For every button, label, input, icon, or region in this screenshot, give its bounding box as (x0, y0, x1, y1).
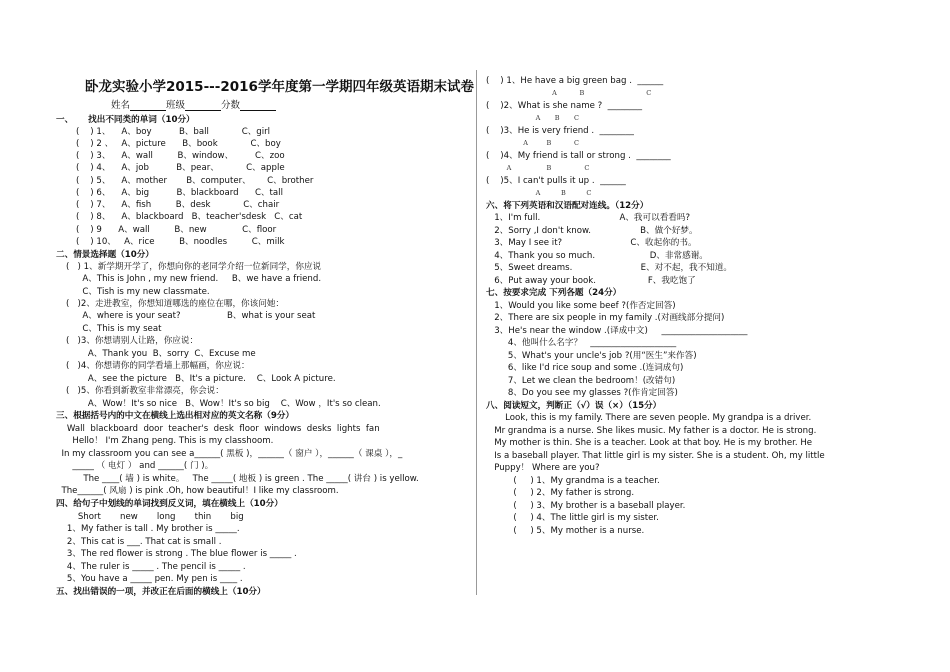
sec5-abc-labels: A B C (486, 139, 579, 147)
column-divider (476, 70, 477, 595)
sec7-line: 3、He's near the window .(译成中文) ____________________ (486, 326, 748, 336)
class-label: 班级 (166, 100, 186, 111)
passage-line: My mother is thin. She is a teacher. Look at that boy. He is my brother. He (486, 438, 813, 448)
passage-line: Look, this is my family. There are seven people. My grandpa is a driver. (486, 413, 812, 423)
sec4-line: 1、My father is tall . My brother is _____. (56, 524, 240, 534)
sec3-line: Wall blackboard door teacher's desk floor windows desks lights fan (56, 424, 380, 434)
page-title: 卧龙实验小学2015---2016学年度第一学期四年级英语期末试卷 (85, 79, 474, 95)
sec4-line: 5、You have a _____ pen. My pen is ____ . (56, 574, 243, 584)
section-6-heading: 六、将下列英语和汉语配对连线。（12分） (486, 201, 649, 211)
section-1-heading: 一、 找出不同类的单词（10分） (56, 115, 195, 125)
sec6-line: 1、I'm full. A、我可以看看吗? (486, 213, 691, 223)
sec1-row: ( ) 1、 A、boy B、ball C、girl (76, 127, 271, 137)
sec4-line: 2、This cat is ___. That cat is small . (56, 537, 222, 547)
sec4-line: Short new long thin big (56, 512, 244, 522)
sec2-line: A、Thank you B、sorry C、Excuse me (66, 349, 256, 359)
passage-line: Mr grandma is a nurse. She likes music. My father is a doctor. He is strong. (486, 426, 817, 436)
sec7-line: 4、他叫什么名字？ ____________________ (486, 338, 677, 348)
sec5-question: ( )5、I can't pulls it up . ______ (486, 176, 626, 186)
sec6-line: 3、May I see it? C、收起你的书。 (486, 238, 697, 248)
sec2-line: A、This is John , my new friend. B、we have a friend. (66, 274, 322, 284)
sec8-question: ( ) 1、My grandma is a teacher. (486, 476, 660, 486)
sec2-line: A、where is your seat? B、what is your seat (66, 311, 316, 321)
name-blank[interactable] (130, 102, 166, 111)
sec1-row: ( ) 5、 A、mother B、computer、 C、brother (76, 176, 314, 186)
sec2-line: ( ) 1、新学期开学了，你想向你的老同学介绍一位新同学，你应说 (66, 262, 322, 272)
score-label: 分数 (221, 100, 241, 111)
sec2-line: ( )5、你看到新教室非常漂亮，你会说： (66, 386, 224, 396)
sec8-question: ( ) 4、The little girl is my sister. (486, 513, 659, 523)
sec2-line: A、Wow！It's so nice B、Wow！It's so big C、Wow ，It's so clean. (66, 399, 381, 409)
sec1-row: ( ) 7、 A、fish B、desk C、chair (76, 200, 280, 210)
sec3-line: The______( 风扇 ) is pink .Oh, how beautiful！I like my classroom. (56, 486, 339, 496)
sec4-line: 3、The red flower is strong . The blue flower is _____ . (56, 549, 297, 559)
sec1-row: ( ) 9 A、wall B、new C、floor (76, 225, 277, 235)
sec1-row: ( ) 4、 A、job B、pear、 C、apple (76, 163, 285, 173)
sec5-question: ( )2、What is she name ? ________ (486, 101, 643, 111)
section-4-heading: 四、给句子中划线的单词找到反义词，填在横线上（10分） (56, 499, 283, 509)
section-2-heading: 二、情景选择题（10分） (56, 250, 154, 260)
sec2-line: A、see the picture B、It's a picture. C、Look A picture. (66, 374, 336, 384)
sec2-line: C、This is my seat (66, 324, 162, 334)
sec7-line: 8、Do you see my glasses ?(作肯定回答) (486, 388, 678, 398)
sec2-line: C、Tish is my new classmate. (66, 287, 210, 297)
sec5-question: ( )3、He is very friend . ________ (486, 126, 634, 136)
sec5-abc-labels: A B C (486, 114, 579, 122)
sec2-line: ( )3、你想请别人让路，你应说： (66, 336, 199, 346)
sec6-line: 4、Thank you so much. D、非常感谢。 (486, 251, 708, 261)
sec6-line: 6、Put away your book. F、我吃饱了 (486, 276, 696, 286)
sec2-line: ( )4、你想请你的同学看墙上那幅画，你应说： (66, 361, 250, 371)
section-5-heading: 五、找出错误的一项，并改正在后面的横线上（10分） (56, 587, 266, 597)
passage-line: Is a baseball player. That little girl is my sister. She is a student. Oh, my little (486, 451, 825, 461)
sec5-question: ( )4、My friend is tall or strong . ________ (486, 151, 671, 161)
sec4-line: 4、The ruler is _____ . The pencil is _____ . (56, 562, 246, 572)
sec3-line: Hello！ I'm Zhang peng. This is my classhoom. (56, 436, 274, 446)
name-label: 姓名 (111, 100, 131, 111)
sec8-question: ( ) 2、My father is strong. (486, 488, 635, 498)
sec7-line: 2、There are six people in my family .(对画线部分提问) (486, 313, 725, 323)
sec3-line: The ____( 墙 ) is white。 The _____( 地板 ) is green . The _____( 讲台 ) is yellow. (56, 474, 419, 484)
sec3-line: _____ （ 电灯 ） and ______( 门 )。 (56, 461, 214, 471)
score-blank[interactable] (240, 102, 276, 111)
header-fields (111, 101, 276, 111)
section-7-heading: 七、按要求完成 下列各题（24分） (486, 288, 622, 298)
sec6-line: 2、Sorry ,I don't know. B、做个好梦。 (486, 226, 698, 236)
sec5-abc-labels: A B C (486, 89, 652, 97)
sec1-row: ( ) 6、 A、big B、blackboard C、tall (76, 188, 283, 198)
passage-line: Puppy！ Where are you? (486, 463, 600, 473)
sec2-line: ( )2、走进教室，你想知道哪选的座位在哪，你该问她： (66, 299, 285, 309)
sec7-line: 7、Let we clean the bedroom！(改错句) (486, 376, 676, 386)
sec7-line: 5、What's your uncle's job ?(用“医生”来作答) (486, 351, 697, 361)
sec5-abc-labels: A B C (486, 164, 590, 172)
sec1-row: ( ) 10、 A、rice B、noodles C、milk (76, 237, 285, 247)
sec1-row: ( ) 2 、 A、picture B、book C、boy (76, 139, 281, 149)
sec7-line: 6、like I'd rice soup and some .(连词成句) (486, 363, 684, 373)
sec5-abc-labels: A B C (486, 189, 592, 197)
sec1-row: ( ) 8、 A、blackboard B、teacher'sdesk C、cat (76, 212, 303, 222)
sec7-line: 1、Would you like some beef ?(作否定回答) (486, 301, 676, 311)
sec1-row: ( ) 3、 A、wall B、window、 C、zoo (76, 151, 285, 161)
sec6-line: 5、Sweet dreams. E、对不起，我不知道。 (486, 263, 733, 273)
sec8-question: ( ) 5、My mother is a nurse. (486, 526, 645, 536)
section-3-heading: 三、根据括号内的中文在横线上选出相对应的英文名称（9分） (56, 411, 295, 421)
section-8-heading: 八、阅读短文，判断正（√）误（×）（15分） (486, 401, 662, 411)
sec5-question: ( ) 1、He have a big green bag . ______ (486, 76, 664, 86)
sec8-question: ( ) 3、My brother is a baseball player. (486, 501, 686, 511)
sec3-line: In my classroom you can see a______( 黑板 )，______（ 窗户 ），______（ 课桌 ），_ (56, 449, 403, 459)
class-blank[interactable] (185, 102, 221, 111)
